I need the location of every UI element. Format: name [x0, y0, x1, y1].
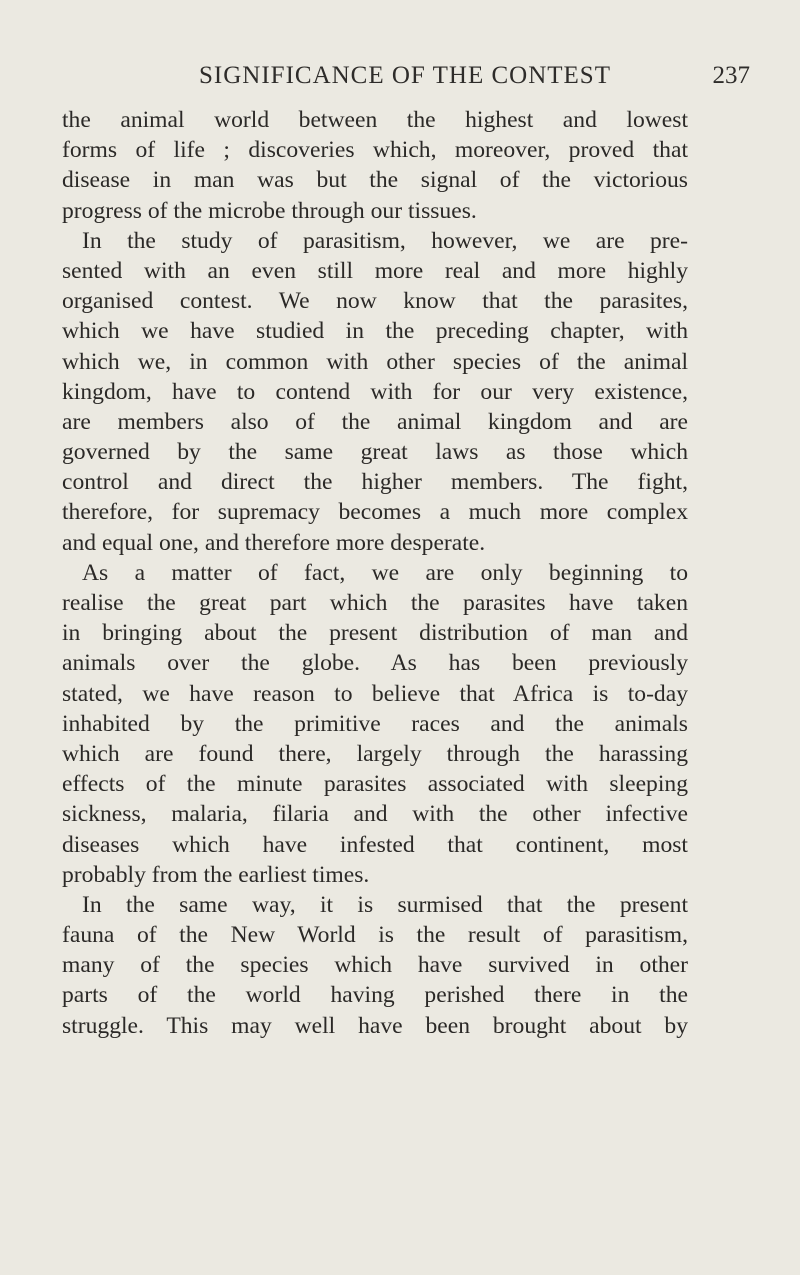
text-line: struggle. This may well have been brought about by: [62, 1012, 688, 1039]
text-line: kingdom, have to contend with for our very existence,: [62, 378, 688, 405]
text-line: animals over the globe. As has been previously: [62, 650, 688, 677]
text-line: which we, in common with other species of the animal: [62, 348, 688, 375]
text-line: probably from the earliest times.: [62, 861, 370, 888]
page-number: 237: [712, 62, 750, 89]
paragraph-start-line: In the study of parasitism, however, we are pre-: [82, 227, 688, 254]
text-line: realise the great part which the parasites have taken: [62, 590, 688, 616]
text-line: fauna of the New World is the result of parasitism,: [62, 922, 688, 949]
text-line: and equal one, and therefore more desperate.: [62, 529, 486, 556]
body-text: [62, 105, 688, 1041]
text-line: the animal world between the highest and lowest: [62, 107, 688, 133]
text-line: governed by the same great laws as those which: [62, 439, 688, 466]
text-line: organised contest. We now know that the parasites,: [62, 288, 688, 315]
text-line: progress of the microbe through our tissues.: [62, 197, 477, 224]
text-line: many of the species which have survived in other: [62, 952, 688, 979]
text-line: in bringing about the present distribution of man and: [62, 620, 688, 647]
running-head: [60, 62, 750, 92]
text-line: parts of the world having perished there in the: [62, 982, 688, 1009]
paragraph-start-line: As a matter of fact, we are only beginning to: [82, 559, 688, 586]
text-line: forms of life ; discoveries which, moreover, proved that: [62, 137, 688, 164]
text-line: control and direct the higher members. The fight,: [62, 469, 688, 496]
text-line: sented with an even still more real and more highly: [62, 257, 688, 284]
text-line: therefore, for supremacy becomes a much more complex: [62, 499, 688, 526]
text-line: which are found there, largely through the harassing: [62, 740, 688, 767]
text-line: sickness, malaria, filaria and with the other infective: [62, 801, 688, 828]
text-line: inhabited by the primitive races and the animals: [62, 710, 688, 737]
text-line: stated, we have reason to believe that Africa is to-day: [62, 680, 688, 707]
text-line: are members also of the animal kingdom and are: [62, 408, 688, 435]
text-line: which we have studied in the preceding chapter, with: [62, 318, 688, 345]
text-line: effects of the minute parasites associated with sleeping: [62, 771, 688, 798]
paragraph-start-line: In the same way, it is surmised that the present: [82, 891, 688, 918]
running-title: SIGNIFICANCE OF THE CONTEST: [199, 62, 611, 89]
text-line: disease in man was but the signal of the victorious: [62, 167, 688, 194]
text-line: diseases which have infested that continent, most: [62, 831, 688, 858]
